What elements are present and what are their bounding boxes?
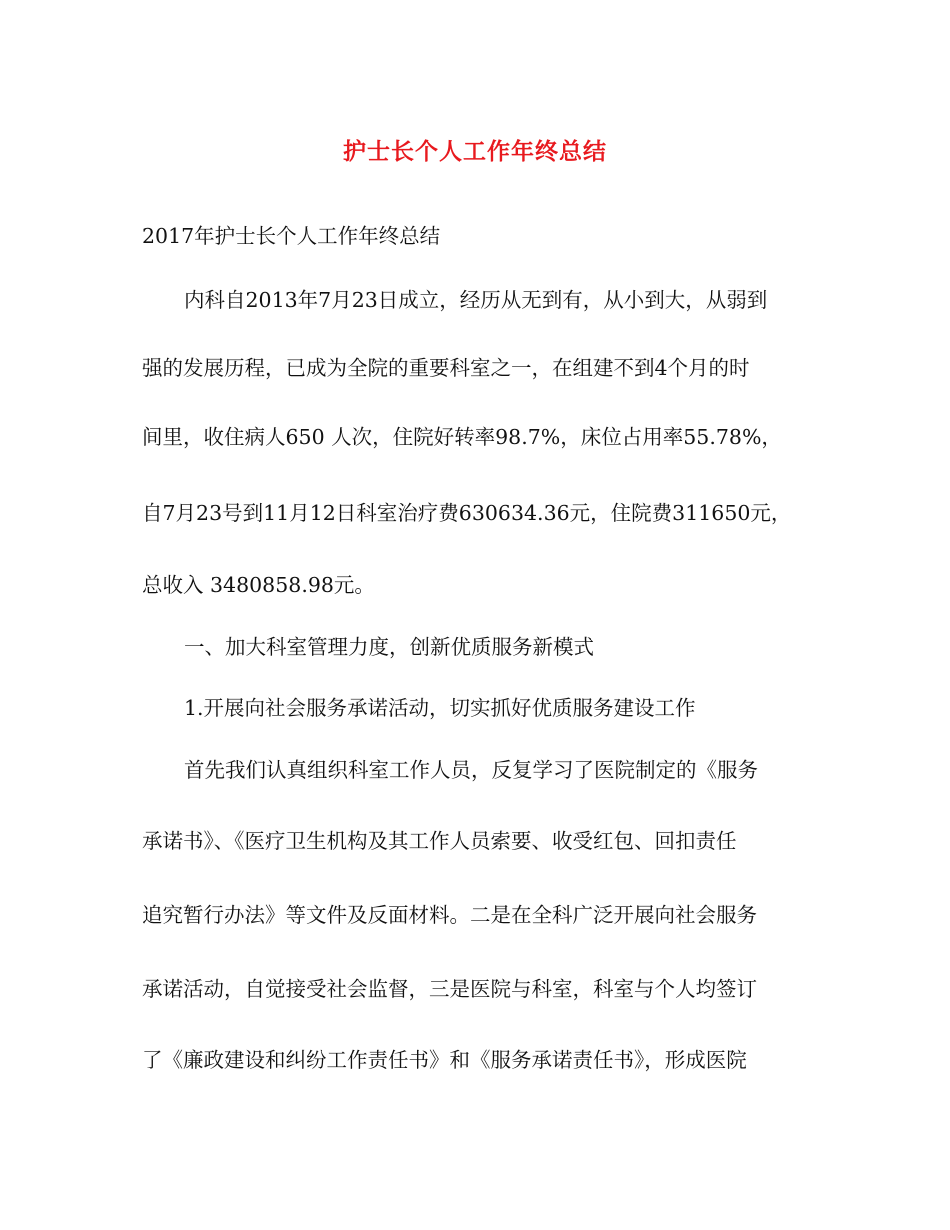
paragraph-line: 间里，收住病人650 人次，住院好转率98.7%，床位占用率55.78%，	[142, 425, 782, 449]
paragraph-line: 承诺书》、《医疗卫生机构及其工作人员索要、收受红包、回扣责任	[142, 829, 737, 853]
paragraph-line: 了《廉政建设和纠纷工作责任书》和《服务承诺责任书》，形成医院	[142, 1048, 747, 1072]
paragraph-line: 总收入 3480858.98元。	[142, 573, 375, 597]
section-heading: 一、加大科室管理力度，创新优质服务新模式	[184, 635, 594, 659]
paragraph-line: 强的发展历程，已成为全院的重要科室之一，在组建不到4个月的时	[142, 356, 750, 380]
subtitle-line: 2017年护士长个人工作年终总结	[142, 224, 441, 248]
paragraph-line: 追究暂行办法》等文件及反面材料。二是在全科广泛开展向社会服务	[142, 903, 757, 927]
paragraph-line: 内科自2013年7月23日成立，经历从无到有，从小到大，从弱到	[184, 288, 768, 312]
subsection-heading: 1.开展向社会服务承诺活动，切实抓好优质服务建设工作	[184, 696, 696, 720]
document-title: 护士长个人工作年终总结	[343, 138, 607, 165]
paragraph-line: 承诺活动，自觉接受社会监督，三是医院与科室，科室与个人均签订	[142, 977, 757, 1001]
paragraph-line: 首先我们认真组织科室工作人员，反复学习了医院制定的《服务	[184, 758, 758, 782]
paragraph-line: 自7月23号到11月12日科室治疗费630634.36元，住院费311650元，	[142, 501, 792, 525]
